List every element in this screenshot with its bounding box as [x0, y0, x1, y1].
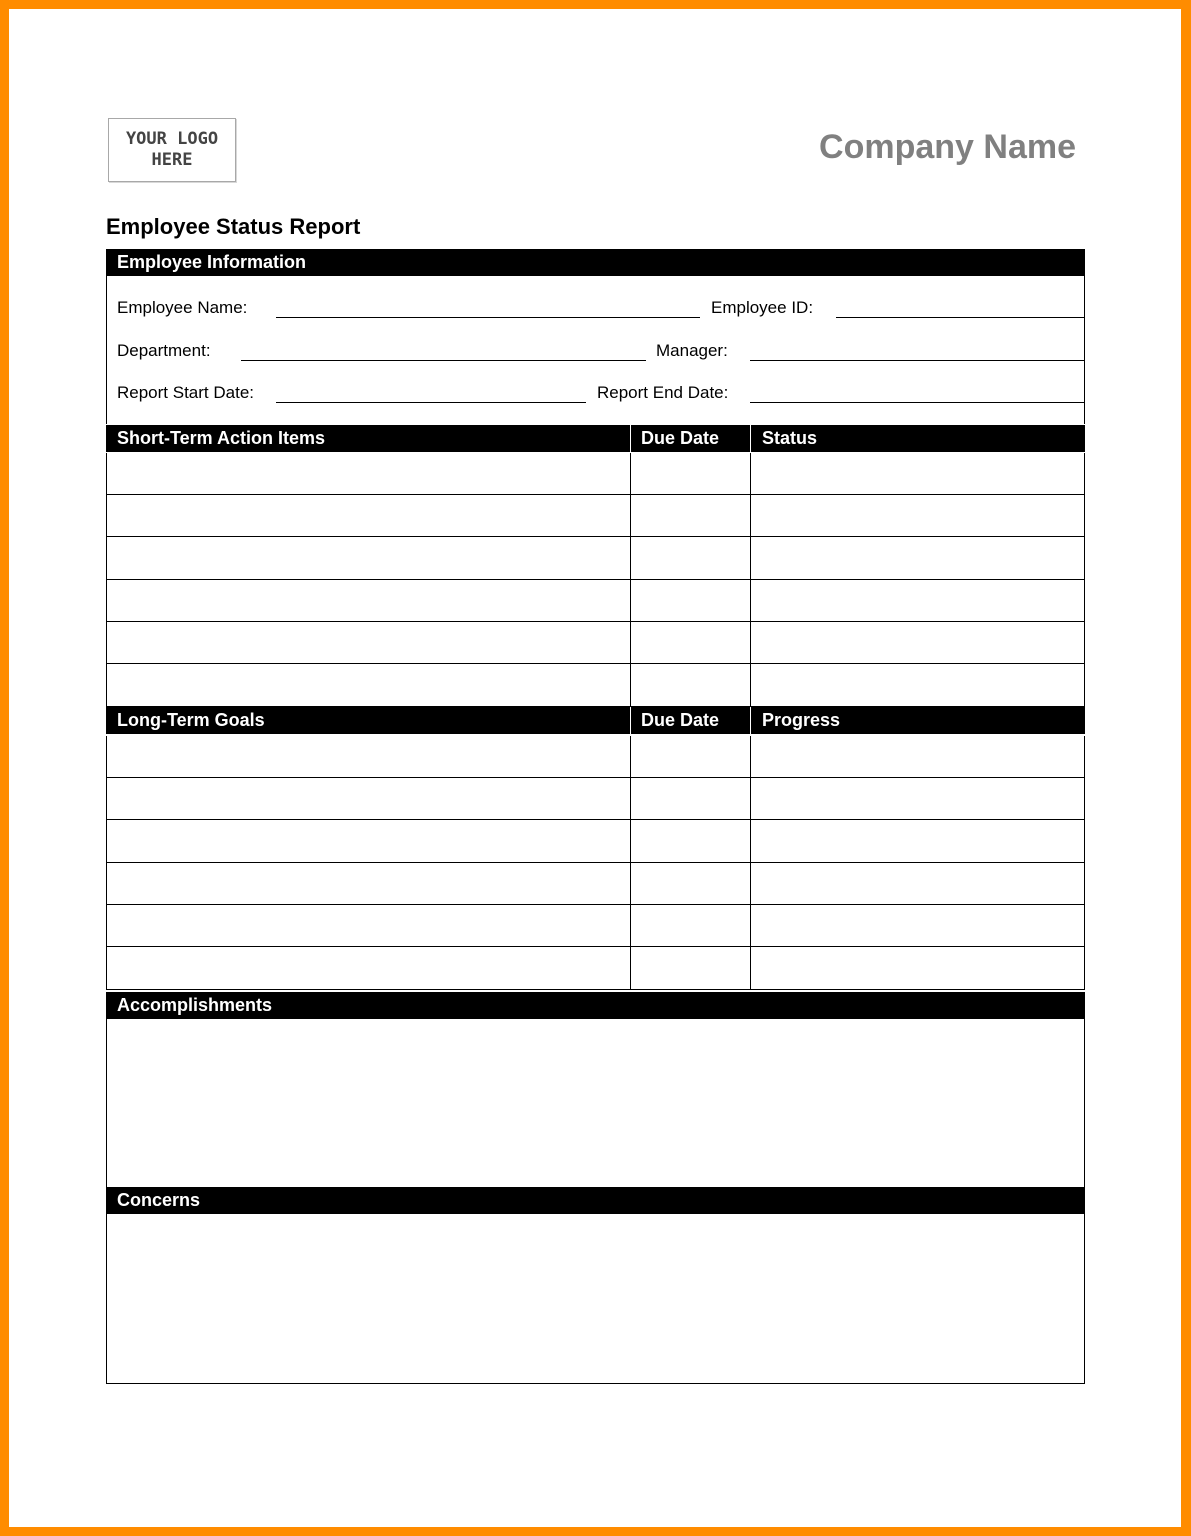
long-term-cell[interactable] [630, 778, 750, 819]
short-term-column-divider [630, 453, 631, 707]
short-term-cell[interactable] [630, 622, 750, 663]
long-term-cell[interactable] [750, 736, 1085, 777]
long-term-cell[interactable] [630, 863, 750, 904]
long-term-row [106, 778, 1085, 820]
short-term-column-divider [750, 453, 751, 707]
long-term-cell[interactable] [750, 948, 1085, 989]
long-term-cell[interactable] [630, 948, 750, 989]
short-term-cell[interactable] [750, 622, 1085, 663]
long-term-cell[interactable] [106, 778, 630, 819]
short-term-cell[interactable] [106, 453, 630, 494]
short-term-cell[interactable] [630, 665, 750, 706]
long-term-cell[interactable] [106, 905, 630, 946]
logo-text-line2: HERE [151, 150, 193, 170]
long-term-header-progress [751, 707, 1085, 734]
report-title: Employee Status Report [106, 214, 361, 239]
long-term-row [106, 736, 1085, 778]
long-term-cell[interactable] [750, 821, 1085, 862]
employee-id-label: Employee ID: [711, 298, 814, 317]
long-term-cell[interactable] [106, 948, 630, 989]
long-term-cell[interactable] [106, 863, 630, 904]
long-term-cell[interactable] [630, 821, 750, 862]
long-term-row [106, 905, 1085, 947]
long-term-column-divider [630, 736, 631, 990]
short-term-header-items [106, 425, 630, 452]
long-term-row [106, 821, 1085, 863]
logo-placeholder [108, 118, 236, 182]
short-term-cell[interactable] [750, 538, 1085, 579]
long-term-header-due-date [631, 707, 750, 734]
short-term-cell[interactable] [750, 665, 1085, 706]
long-term-column-divider [750, 736, 751, 990]
long-term-header-goals [106, 707, 630, 734]
short-term-cell[interactable] [106, 538, 630, 579]
short-term-row [106, 495, 1085, 537]
department-label: Department: [117, 341, 211, 360]
short-term-column-divider [1084, 453, 1085, 707]
short-term-cell[interactable] [630, 495, 750, 536]
short-term-row [106, 538, 1085, 580]
short-term-cell[interactable] [630, 580, 750, 621]
report-end-date-field[interactable] [750, 402, 1084, 403]
long-term-header-progress-label: Progress [762, 710, 841, 730]
concerns-header [106, 1187, 1085, 1214]
short-term-cell[interactable] [630, 453, 750, 494]
short-term-header-status [751, 425, 1085, 452]
concerns-area[interactable] [106, 1214, 1085, 1384]
long-term-cell[interactable] [750, 778, 1085, 819]
employee-name-field[interactable] [276, 317, 700, 318]
short-term-row [106, 580, 1085, 622]
long-term-column-divider [1084, 736, 1085, 990]
short-term-header-due-date-label: Due Date [641, 428, 720, 448]
short-term-cell[interactable] [106, 495, 630, 536]
accomplishments-header [106, 992, 1085, 1019]
long-term-cell[interactable] [750, 863, 1085, 904]
long-term-cell[interactable] [630, 905, 750, 946]
short-term-header-due-date [631, 425, 750, 452]
manager-label: Manager: [656, 341, 728, 360]
long-term-column-divider [106, 736, 107, 990]
short-term-cell[interactable] [750, 495, 1085, 536]
employee-info-header-label: Employee Information [117, 252, 307, 272]
department-field[interactable] [241, 360, 646, 361]
accomplishments-header-label: Accomplishments [117, 995, 273, 1015]
short-term-row [106, 453, 1085, 495]
short-term-column-divider [106, 453, 107, 707]
long-term-cell[interactable] [106, 736, 630, 777]
report-end-date-label: Report End Date: [597, 383, 729, 402]
employee-info-header [106, 249, 1085, 276]
logo-text-line1: YOUR LOGO [125, 129, 219, 149]
short-term-row [106, 665, 1085, 707]
concerns-header-label: Concerns [117, 1190, 201, 1210]
short-term-cell[interactable] [750, 580, 1085, 621]
short-term-header-status-label: Status [762, 428, 818, 448]
short-term-header-items-label: Short-Term Action Items [117, 428, 326, 448]
long-term-cell[interactable] [106, 821, 630, 862]
company-name: Company Name [819, 128, 1076, 166]
report-start-date-field[interactable] [276, 402, 586, 403]
short-term-row [106, 622, 1085, 664]
long-term-header-goals-label: Long-Term Goals [117, 710, 265, 730]
report-start-date-label: Report Start Date: [117, 383, 255, 402]
short-term-cell[interactable] [106, 665, 630, 706]
long-term-row [106, 863, 1085, 905]
long-term-header-due-date-label: Due Date [641, 710, 720, 730]
accomplishments-area[interactable] [106, 1019, 1085, 1187]
short-term-cell[interactable] [750, 453, 1085, 494]
manager-field[interactable] [750, 360, 1084, 361]
short-term-cell[interactable] [106, 622, 630, 663]
short-term-cell[interactable] [630, 538, 750, 579]
long-term-row [106, 948, 1085, 990]
long-term-cell[interactable] [630, 736, 750, 777]
employee-id-field[interactable] [836, 317, 1084, 318]
long-term-cell[interactable] [750, 905, 1085, 946]
short-term-cell[interactable] [106, 580, 630, 621]
employee-name-label: Employee Name: [117, 298, 248, 317]
